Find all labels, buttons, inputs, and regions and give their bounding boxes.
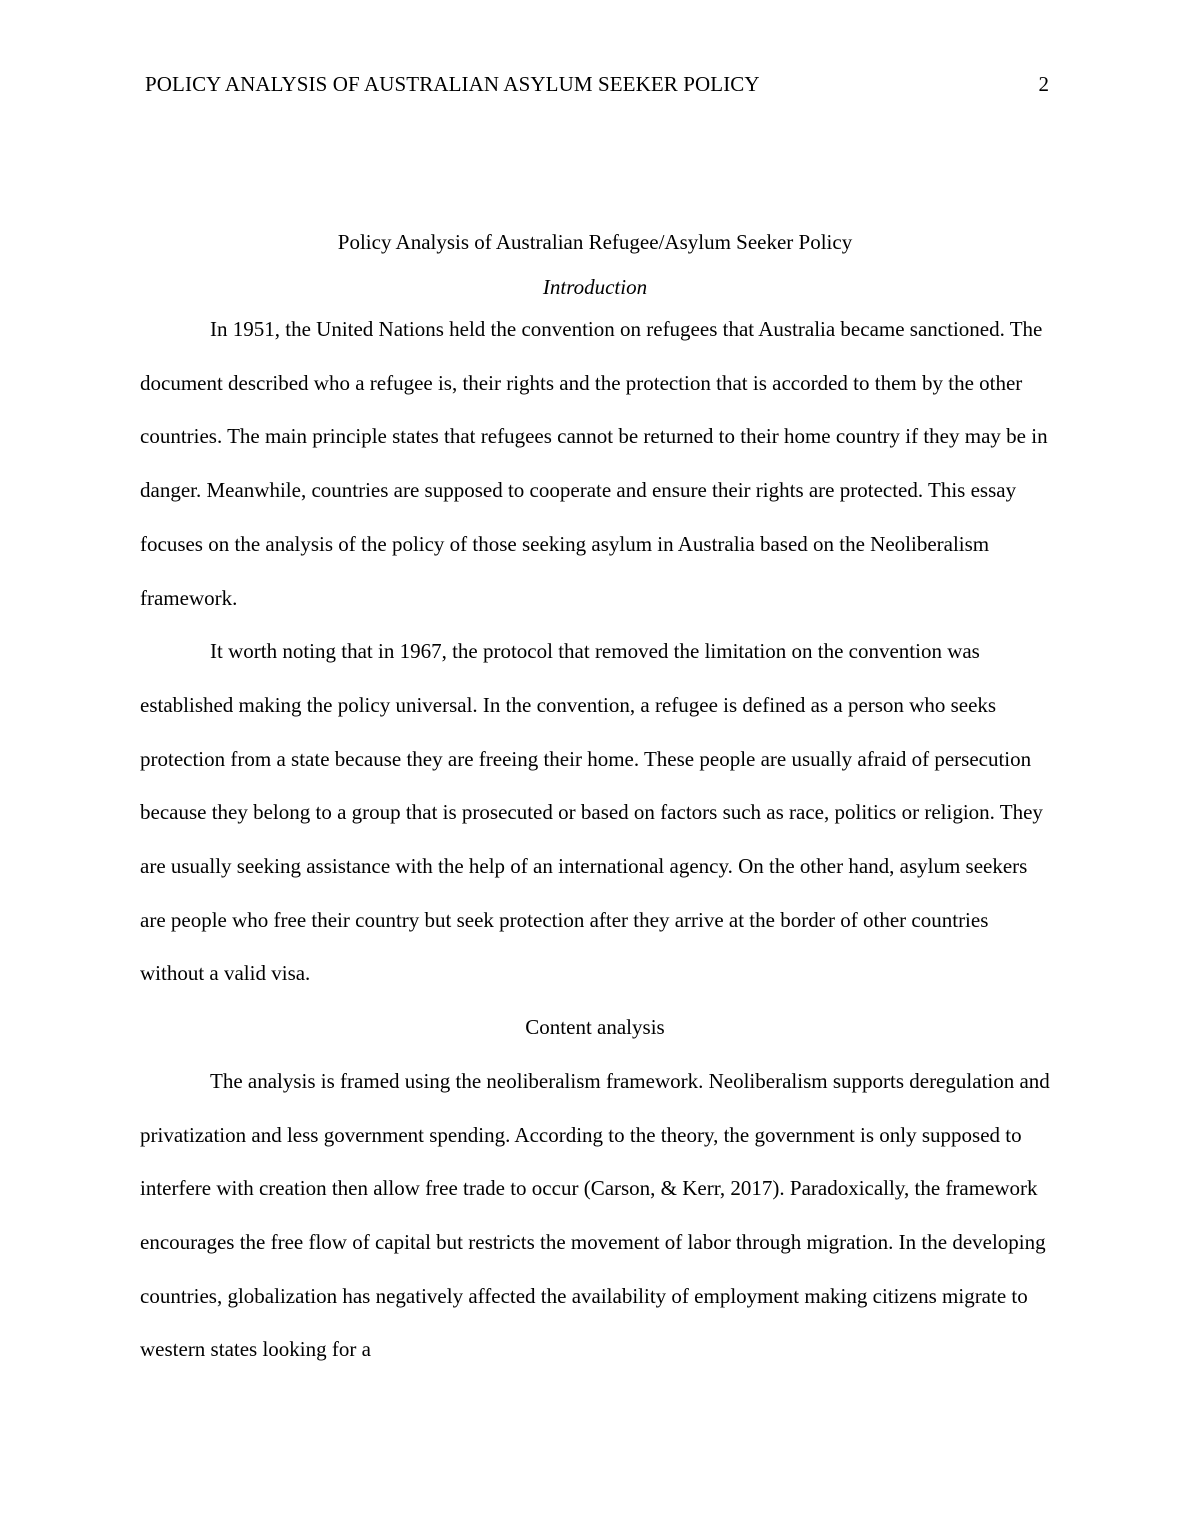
page-number: 2 (1038, 72, 1049, 96)
paragraph-2: It worth noting that in 1967, the protocol that removed the limitation on the convention was established making the policy universal. In the convention, a refugee is defined as a person who seeks protection from a state because they are freeing their home. These people are usually afraid of persecution because they belong to a group that is prosecuted or based on factors such as race, politics or religion. They are usually seeking assistance with the help of an international agency. On the other hand, asylum seekers are people who free their country but seek protection after they arrive at the border of other countries without a valid visa. (140, 639, 1043, 986)
document-title: Policy Analysis of Australian Refugee/Asylum Seeker Policy (337, 230, 853, 254)
running-head: POLICY ANALYSIS OF AUSTRALIAN ASYLUM SEEKER POLICY (145, 72, 760, 96)
content-analysis-heading: Content analysis (525, 1015, 665, 1040)
introduction-heading: Introduction (542, 275, 648, 299)
document-body (140, 228, 1050, 1377)
paragraph-1: In 1951, the United Nations held the convention on refugees that Australia became sanctioned. The document described who a refugee is, their rights and the protection that is accorded to them by the other countries. The main principle states that refugees cannot be returned to their home country if they may be in danger. Meanwhile, countries are supposed to cooperate and ensure their rights are protected. This essay focuses on the analysis of the policy of those seeking asylum in Australia based on the Neoliberalism framework. (140, 317, 1048, 610)
paragraph-3: The analysis is framed using the neoliberalism framework. Neoliberalism supports deregulation and privatization and less government spending. According to the theory, the government is only supposed to interfere with creation then allow free trade to occur (Carson, & Kerr, 2017). Paradoxically, the framework encourages the free flow of capital but restricts the movement of labor through migration. In the developing countries, globalization has negatively affected the availability of employment making citizens migrate to western states looking for a (140, 1068, 1050, 1362)
